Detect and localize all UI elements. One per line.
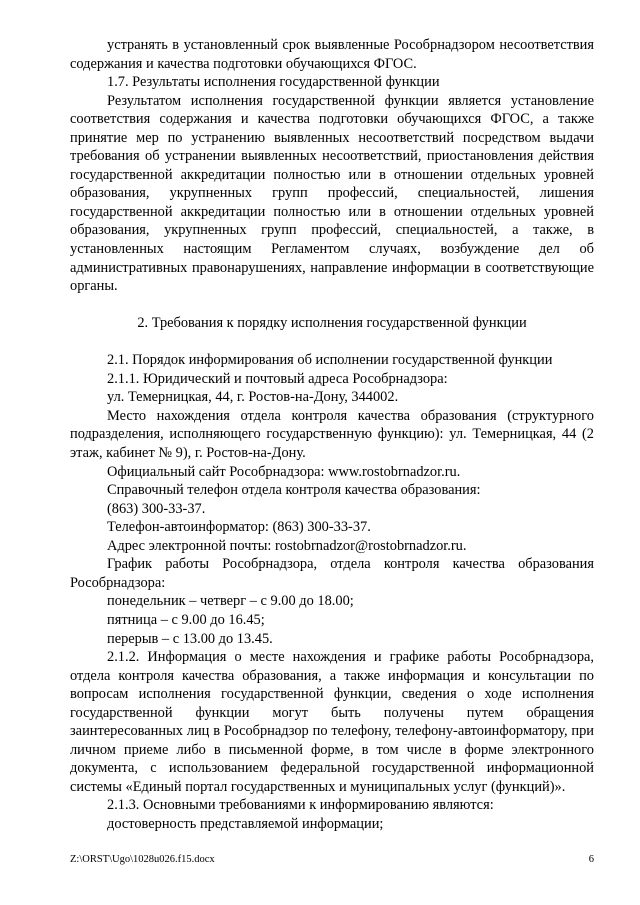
paragraph: Место нахождения отдела контроля качества образования (структурного подразделения, исполняющего государственную функцию): ул. Темерницкая, 44 (2 этаж, кабинет № 9), г. Ростов-на-Дону. [70, 407, 594, 462]
paragraph: Результатом исполнения государственной функции является установление соответствия содержания и качества подготовки обучающихся ФГОС, а также принятие мер по устранению выявленных несоответствий посредством выдачи требования об устранении выявленных несоответствий, приостановления действия государственной аккредитации полностью или в отношении отдельных уровней образования, укрупненных групп профессий, специальностей, лишения государственной аккредитации полностью или в отношении отдельных уровней образования, укрупненных групп профессий, специальностей, а также, в установленных настоящим Регламентом случаях, возбуждение дел об административных правонарушениях, направление информации в соответствующие органы. [70, 92, 594, 295]
paragraph: достоверность представляемой информации; [107, 815, 384, 832]
paragraph: 2.1.2. Информация о месте нахождения и графике работы Рособрнадзора, отдела контроля качества образования, а также информация и консультации по вопросам исполнения государственной функции, сведения о ходе исполнения государственной функции могут быть получены путем обращения заинтересованных лиц в Рособрнадзор по телефону, телефону-автоинформатору, при личном приеме либо в письменной форме, в том числе в форме электронного документа, с использованием федеральной государственной информационной системы «Единый портал государственных и муниципальных услуг (функций)». [70, 649, 594, 795]
paragraph: Телефон-автоинформатор: (863) 300-33-37. [107, 519, 371, 536]
paragraph: 2.1.3. Основными требованиями к информированию являются: [107, 797, 494, 814]
document-body [70, 36, 594, 834]
paragraph: понедельник – четверг – с 9.00 до 18.00; [107, 593, 354, 610]
paragraph: Официальный сайт Рособрнадзора: www.rostobrnadzor.ru. [107, 463, 461, 480]
paragraph: График работы Рособрнадзора, отдела контроля качества образования Рособрнадзора: [70, 556, 594, 591]
paragraph: 1.7. Результаты исполнения государственной функции [107, 74, 440, 91]
paragraph: ул. Темерницкая, 44, г. Ростов-на-Дону, 344002. [107, 389, 399, 406]
paragraph: 2.1. Порядок информирования об исполнении государственной функции [107, 352, 553, 369]
paragraph: пятница – с 9.00 до 16.45; [107, 611, 265, 628]
paragraph: устранять в установленный срок выявленные Рособрнадзором несоответствия содержания и качества подготовки обучающихся ФГОС. [70, 37, 594, 72]
page-number: 6 [588, 854, 594, 865]
paragraph: Справочный телефон отдела контроля качества образования: [107, 482, 481, 499]
paragraph: 2.1.1. Юридический и почтовый адреса Рособрнадзора: [107, 370, 448, 387]
blank-line [70, 296, 594, 315]
paragraph: перерыв – с 13.00 до 13.45. [107, 630, 273, 647]
footer-file-path: Z:\ORST\Ugo\1028u026.f15.docx [70, 854, 215, 865]
paragraph: (863) 300-33-37. [107, 500, 206, 517]
page-footer [70, 853, 594, 867]
section-heading: 2. Требования к порядку исполнения государственной функции [137, 315, 527, 332]
paragraph: Адрес электронной почты: rostobrnadzor@rostobrnadzor.ru. [107, 537, 467, 554]
blank-line [70, 333, 594, 352]
